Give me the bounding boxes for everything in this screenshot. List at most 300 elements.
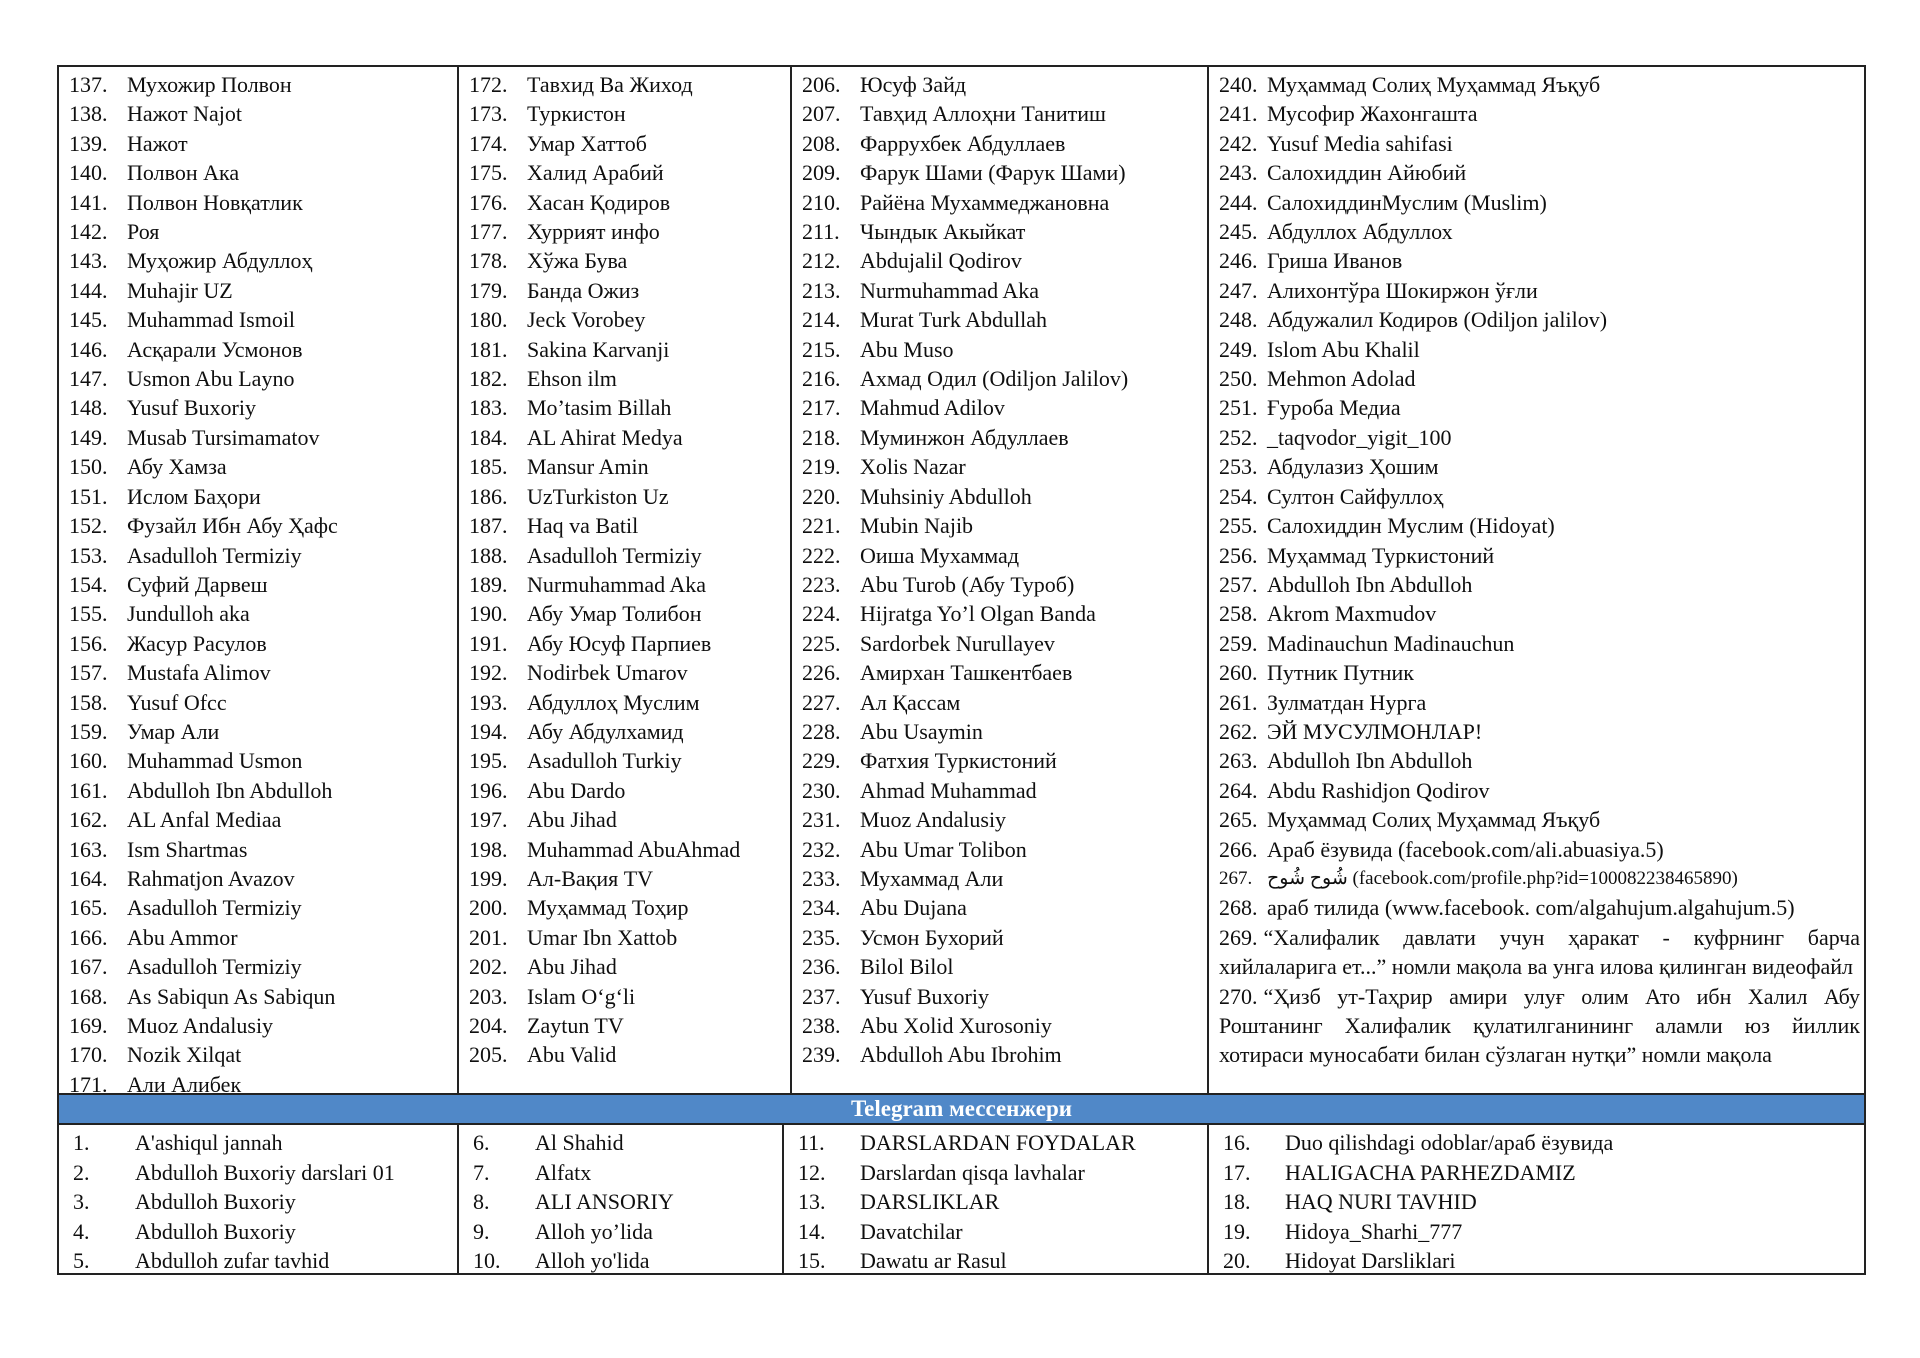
item-text: Abu Usaymin [860, 718, 983, 744]
item-text: HALIGACHA PARHEZDAMIZ [1285, 1159, 1576, 1185]
item-text: Полвон Новқатлик [127, 189, 303, 215]
list-item [473, 1217, 774, 1247]
item-number: 186. [469, 483, 508, 509]
item-number: 203. [469, 983, 508, 1009]
item-text: Банда Ожиз [527, 277, 640, 303]
item-text: Hidoyat Darsliklari [1285, 1248, 1456, 1273]
list-item [469, 717, 782, 746]
list-item [802, 511, 1199, 540]
list-item [802, 923, 1199, 952]
list-item [1219, 99, 1860, 128]
list-item [69, 864, 449, 893]
list-item [69, 511, 449, 540]
item-number: 3. [73, 1189, 90, 1215]
list-item [798, 1158, 1199, 1188]
list-item [469, 129, 782, 158]
list-item [802, 893, 1199, 922]
item-text: Muhammad Ismoil [127, 307, 296, 333]
item-number: 244. [1219, 189, 1258, 215]
item-text: “Халифалик давлати учун ҳаракат - куфрнинг барча хийлаларига ет...” номли мақола ва унга илова қилинган видеофайл [1219, 924, 1860, 980]
item-number: 204. [469, 1013, 508, 1038]
item-text: Haq va Batil [527, 513, 639, 539]
item-text: Abu Jihad [527, 807, 617, 833]
telegram-table-column-4 [1207, 1125, 1868, 1273]
item-text: Duo qilishdagi odoblar/араб ёзувида [1285, 1130, 1614, 1155]
list-item [802, 658, 1199, 687]
list-item [798, 1187, 1199, 1217]
list-item [798, 1217, 1199, 1247]
accounts-list-table [57, 65, 1866, 1095]
list-item [802, 335, 1199, 364]
item-text: Muoz Andalusiy [860, 807, 1007, 833]
item-text: Murat Turk Abdullah [860, 307, 1048, 333]
item-number: 215. [802, 336, 841, 362]
telegram-channels-table [57, 1123, 1866, 1275]
item-number: 192. [469, 660, 508, 686]
item-text: Фатхия Туркистоний [860, 748, 1057, 774]
item-number: 267. [1219, 867, 1253, 889]
item-text: As Sabiqun As Sabiqun [127, 983, 336, 1009]
item-number: 173. [469, 101, 508, 127]
item-text: Islom Abu Khalil [1267, 336, 1420, 362]
item-number: 144. [69, 277, 108, 303]
item-text: Dawatu ar Rasul [860, 1248, 1007, 1273]
item-text: Yusuf Media sahifasi [1267, 130, 1453, 156]
list-item [69, 835, 449, 864]
item-text: Тавҳид Аллоҳни Танитиш [860, 101, 1106, 127]
list-item [802, 805, 1199, 834]
list-item [473, 1246, 774, 1273]
item-text: араб тилида (www.facebook. com/algahujum.algahujum.5) [1267, 895, 1795, 921]
item-number: 167. [69, 954, 108, 980]
list-item [69, 541, 449, 570]
item-number: 171. [69, 1071, 108, 1093]
item-number: 152. [69, 513, 108, 539]
item-text: Абу Юсуф Парпиев [527, 630, 712, 656]
list-item [469, 805, 782, 834]
item-number: 266. [1219, 836, 1258, 862]
accounts-table-column-1 [59, 67, 457, 1093]
list-item [1219, 305, 1860, 334]
item-text: Райёна Мухаммеджановна [860, 189, 1110, 215]
item-text: Alfatx [535, 1159, 592, 1185]
item-text: Хўжа Бува [527, 248, 628, 274]
list-item [469, 746, 782, 775]
item-text: Abdu Rashidjon Qodirov [1267, 777, 1490, 803]
item-text: Abu Dujana [860, 895, 967, 921]
item-number: 150. [69, 454, 108, 480]
list-item [798, 1128, 1199, 1158]
item-number: 179. [469, 277, 508, 303]
item-text: Abdulloh Abu Ibrohim [860, 1042, 1062, 1068]
item-text: Салохиддин Муслим (Hidoyat) [1267, 513, 1555, 539]
list-item [1219, 246, 1860, 275]
list-item [69, 364, 449, 393]
item-number: 233. [802, 865, 841, 891]
item-number: 210. [802, 189, 841, 215]
item-text: Muhsiniy Abdulloh [860, 483, 1032, 509]
item-number: 224. [802, 601, 841, 627]
item-text: Akrom Maxmudov [1267, 601, 1437, 627]
list-item [469, 541, 782, 570]
item-number: 254. [1219, 483, 1258, 509]
item-number: 240. [1219, 72, 1258, 97]
list-item [473, 1128, 774, 1158]
item-number: 243. [1219, 160, 1258, 186]
list-item [69, 570, 449, 599]
item-text: Mehmon Adolad [1267, 366, 1416, 392]
list-item [1219, 511, 1860, 540]
accounts-table-column-3 [790, 67, 1207, 1093]
list-item [69, 1040, 449, 1069]
item-number: 16. [1223, 1130, 1251, 1155]
list-item [1219, 217, 1860, 246]
item-number: 212. [802, 248, 841, 274]
item-text: Умар Али [127, 718, 220, 744]
item-text: Abu Valid [527, 1042, 617, 1068]
item-text: Nurmuhammad Aka [860, 277, 1040, 303]
item-text: Yusuf Ofcc [127, 689, 227, 715]
item-text: Чындык Акыйкат [860, 219, 1026, 245]
item-text: Davatchilar [860, 1218, 963, 1244]
list-item [469, 511, 782, 540]
list-item [802, 688, 1199, 717]
item-number: 249. [1219, 336, 1258, 362]
list-item [1219, 688, 1860, 717]
item-text: Путник Путник [1267, 660, 1414, 686]
item-number: 7. [473, 1159, 490, 1185]
item-text: Abu Dardo [527, 777, 626, 803]
item-number: 213. [802, 277, 841, 303]
item-number: 166. [69, 924, 108, 950]
list-item [802, 982, 1199, 1011]
item-text: Ehson ilm [527, 366, 617, 392]
item-number: 11. [798, 1130, 825, 1155]
item-number: 242. [1219, 130, 1258, 156]
list-item [73, 1246, 449, 1273]
item-text: Madinauchun Madinauchun [1267, 630, 1515, 656]
item-text: Mustafa Alimov [127, 660, 271, 686]
list-item [69, 746, 449, 775]
item-number: 239. [802, 1042, 841, 1068]
item-text: Усмон Бухорий [860, 924, 1004, 950]
list-item [1219, 393, 1860, 422]
list-item [1219, 923, 1860, 982]
item-number: 236. [802, 954, 841, 980]
item-text: HAQ NURI TAVHID [1285, 1189, 1477, 1215]
list-item [802, 129, 1199, 158]
item-number: 174. [469, 130, 508, 156]
item-number: 263. [1219, 748, 1258, 774]
item-number: 10. [473, 1248, 501, 1273]
item-number: 185. [469, 454, 508, 480]
list-item [802, 246, 1199, 275]
item-text: Ism Shartmas [127, 836, 248, 862]
item-number: 207. [802, 101, 841, 127]
list-item [69, 188, 449, 217]
item-number: 170. [69, 1042, 108, 1068]
item-number: 228. [802, 718, 841, 744]
item-text: Суфий Дарвеш [127, 571, 268, 597]
list-item [1219, 482, 1860, 511]
item-number: 268. [1219, 895, 1258, 921]
item-text: Abu Jihad [527, 954, 617, 980]
item-number: 258. [1219, 601, 1258, 627]
item-number: 193. [469, 689, 508, 715]
telegram-table-column-1 [59, 1125, 457, 1273]
item-text: Asadulloh Termiziy [127, 954, 302, 980]
item-text: Asadulloh Turkiy [527, 748, 682, 774]
item-number: 234. [802, 895, 841, 921]
item-number: 260. [1219, 660, 1258, 686]
list-item [1219, 629, 1860, 658]
item-number: 180. [469, 307, 508, 333]
item-text: A'ashiqul jannah [135, 1130, 283, 1155]
item-number: 194. [469, 718, 508, 744]
item-number: 168. [69, 983, 108, 1009]
item-text: Usmon Abu Layno [127, 366, 295, 392]
item-number: 241. [1219, 101, 1258, 127]
item-number: 264. [1219, 777, 1258, 803]
list-item [1219, 70, 1860, 99]
list-item [1219, 835, 1860, 864]
item-text: ALI ANSORIY [535, 1189, 674, 1215]
list-item [1219, 335, 1860, 364]
list-item [69, 952, 449, 981]
item-text: Alloh yo'lida [535, 1248, 650, 1273]
item-number: 235. [802, 924, 841, 950]
item-number: 5. [73, 1248, 90, 1273]
list-item [802, 158, 1199, 187]
item-text: Халид Арабий [527, 160, 664, 186]
item-text: Musab Tursimamatov [127, 424, 320, 450]
list-item [73, 1128, 449, 1158]
item-text: Султон Сайфуллоҳ [1267, 483, 1444, 509]
item-text: Abu Umar Tolibon [860, 836, 1027, 862]
item-number: 255. [1219, 513, 1258, 539]
item-text: Darslardan qisqa lavhalar [860, 1159, 1085, 1185]
item-number: 2. [73, 1159, 90, 1185]
list-item [473, 1158, 774, 1188]
item-text: UzTurkiston Uz [527, 483, 669, 509]
item-text: Abu Muso [860, 336, 954, 362]
list-item [802, 70, 1199, 99]
list-item [69, 393, 449, 422]
item-number: 157. [69, 660, 108, 686]
item-number: 137. [69, 72, 108, 97]
item-number: 184. [469, 424, 508, 450]
item-text: Abu Ammor [127, 924, 238, 950]
list-item [69, 688, 449, 717]
item-text: Муҳаммад Тоҳир [527, 895, 689, 921]
list-item [469, 835, 782, 864]
list-item [473, 1187, 774, 1217]
list-item [1219, 717, 1860, 746]
list-item [469, 158, 782, 187]
item-text: Ислом Баҳори [127, 483, 261, 509]
list-item [469, 423, 782, 452]
item-text: Жасур Расулов [127, 630, 267, 656]
list-item [802, 541, 1199, 570]
list-item [1219, 805, 1860, 834]
list-item [1223, 1217, 1860, 1247]
item-number: 201. [469, 924, 508, 950]
item-number: 246. [1219, 248, 1258, 274]
list-item [1219, 746, 1860, 775]
list-item [802, 452, 1199, 481]
item-text: Али Алибек [127, 1071, 242, 1093]
item-text: Ahmad Muhammad [860, 777, 1037, 803]
item-text: Hidoya_Sharhi_777 [1285, 1218, 1463, 1244]
item-number: 20. [1223, 1248, 1251, 1273]
item-number: 219. [802, 454, 841, 480]
item-number: 181. [469, 336, 508, 362]
list-item [1219, 158, 1860, 187]
item-number: 191. [469, 630, 508, 656]
item-number: 256. [1219, 542, 1258, 568]
item-number: 18. [1223, 1189, 1251, 1215]
item-text: Muhajir UZ [127, 277, 233, 303]
item-text: Абдуллох Абдуллох [1267, 219, 1453, 245]
item-text: Муҳаммад Туркистоний [1267, 542, 1495, 568]
item-text: Полвон Ака [127, 160, 240, 186]
item-text: Нажот Najot [127, 101, 243, 127]
list-item [802, 482, 1199, 511]
item-number: 175. [469, 160, 508, 186]
item-number: 237. [802, 983, 841, 1009]
item-text: ЭЙ МУСУЛМОНЛАР! [1267, 718, 1483, 744]
item-number: 216. [802, 366, 841, 392]
list-item [73, 1158, 449, 1188]
item-text: Asadulloh Termiziy [527, 542, 702, 568]
item-text: Jeck Vorobey [527, 307, 646, 333]
item-text: Муминжон Абдуллаев [860, 424, 1069, 450]
item-number: 251. [1219, 395, 1258, 421]
item-text: Нажот [127, 130, 188, 156]
item-text: Bilol Bilol [860, 954, 954, 980]
list-item [802, 364, 1199, 393]
item-text: Islam O‘g‘li [527, 983, 636, 1009]
list-item [469, 982, 782, 1011]
list-item [802, 305, 1199, 334]
list-item [69, 70, 449, 99]
item-number: 209. [802, 160, 841, 186]
document-body [57, 65, 1866, 1275]
list-item [802, 864, 1199, 893]
item-text: Фузайл Ибн Абу Ҳафс [127, 513, 338, 539]
list-item [469, 599, 782, 628]
item-number: 158. [69, 689, 108, 715]
item-text: Роя [127, 219, 160, 245]
item-number: 206. [802, 72, 841, 97]
list-item [469, 452, 782, 481]
telegram-table-column-2 [457, 1125, 782, 1273]
list-item [802, 717, 1199, 746]
item-number: 189. [469, 571, 508, 597]
list-item [1223, 1187, 1860, 1217]
list-item [69, 805, 449, 834]
item-number: 250. [1219, 366, 1258, 392]
item-text: Туркистон [527, 101, 626, 127]
list-item [802, 746, 1199, 775]
item-number: 202. [469, 954, 508, 980]
list-item [802, 570, 1199, 599]
item-number: 232. [802, 836, 841, 862]
list-item [69, 335, 449, 364]
item-text: Ал Қассам [860, 689, 961, 715]
list-item [69, 776, 449, 805]
accounts-table-column-4 [1207, 67, 1868, 1093]
item-number: 198. [469, 836, 508, 862]
item-text: Abu Turob (Абу Туроб) [860, 571, 1075, 597]
item-text: Мухаммад Али [860, 865, 1004, 891]
item-text: Салохиддин Айюбий [1267, 160, 1467, 186]
list-item [469, 570, 782, 599]
list-item [69, 599, 449, 628]
item-text: Абу Хамза [127, 454, 227, 480]
list-item [1219, 599, 1860, 628]
item-text: DARSLIKLAR [860, 1189, 1000, 1215]
list-item [802, 276, 1199, 305]
item-text: Mahmud Adilov [860, 395, 1005, 421]
list-item [69, 923, 449, 952]
item-number: 8. [473, 1189, 490, 1215]
item-number: 261. [1219, 689, 1258, 715]
item-text: Муҳаммад Солиҳ Муҳаммад Яъқуб [1267, 72, 1601, 97]
item-number: 218. [802, 424, 841, 450]
item-number: 146. [69, 336, 108, 362]
list-item [1219, 276, 1860, 305]
item-text: Muhammad Usmon [127, 748, 303, 774]
item-number: 17. [1223, 1159, 1251, 1185]
item-text: Асқарали Усмонов [127, 336, 303, 362]
item-number: 223. [802, 571, 841, 597]
list-item [802, 599, 1199, 628]
item-text: Jundulloh aka [127, 601, 250, 627]
list-item [469, 776, 782, 805]
list-item [69, 452, 449, 481]
list-item [469, 217, 782, 246]
item-text: Абу Абдулхамид [527, 718, 684, 744]
item-text: Мухожир Полвон [127, 72, 292, 97]
item-number: 259. [1219, 630, 1258, 656]
item-text: Муҳаммад Солиҳ Муҳаммад Яъқуб [1267, 807, 1601, 833]
item-text: Юсуф Зайд [860, 72, 967, 97]
item-text: Мусофир Жахонгашта [1267, 101, 1478, 127]
item-text: Al Shahid [535, 1130, 624, 1155]
item-number: 221. [802, 513, 841, 539]
item-number: 12. [798, 1159, 826, 1185]
list-item [802, 952, 1199, 981]
item-number: 142. [69, 219, 108, 245]
item-number: 227. [802, 689, 841, 715]
list-item [469, 688, 782, 717]
item-text: Абдуллоҳ Муслим [527, 689, 700, 715]
list-item [69, 423, 449, 452]
item-text: Абдужалил Кодиров (Odiljon jalilov) [1267, 307, 1608, 333]
item-number: 164. [69, 865, 108, 891]
item-number: 172. [469, 72, 508, 97]
item-number: 153. [69, 542, 108, 568]
item-text: Алихонтўра Шокиржон ўғли [1267, 277, 1538, 303]
item-text: Yusuf Buxoriy [127, 395, 256, 421]
item-number: 225. [802, 630, 841, 656]
list-item [469, 305, 782, 334]
list-item [69, 1070, 449, 1093]
item-text: Asadulloh Termiziy [127, 895, 302, 921]
item-text: Хасан Қодиров [527, 189, 671, 215]
list-item [802, 217, 1199, 246]
